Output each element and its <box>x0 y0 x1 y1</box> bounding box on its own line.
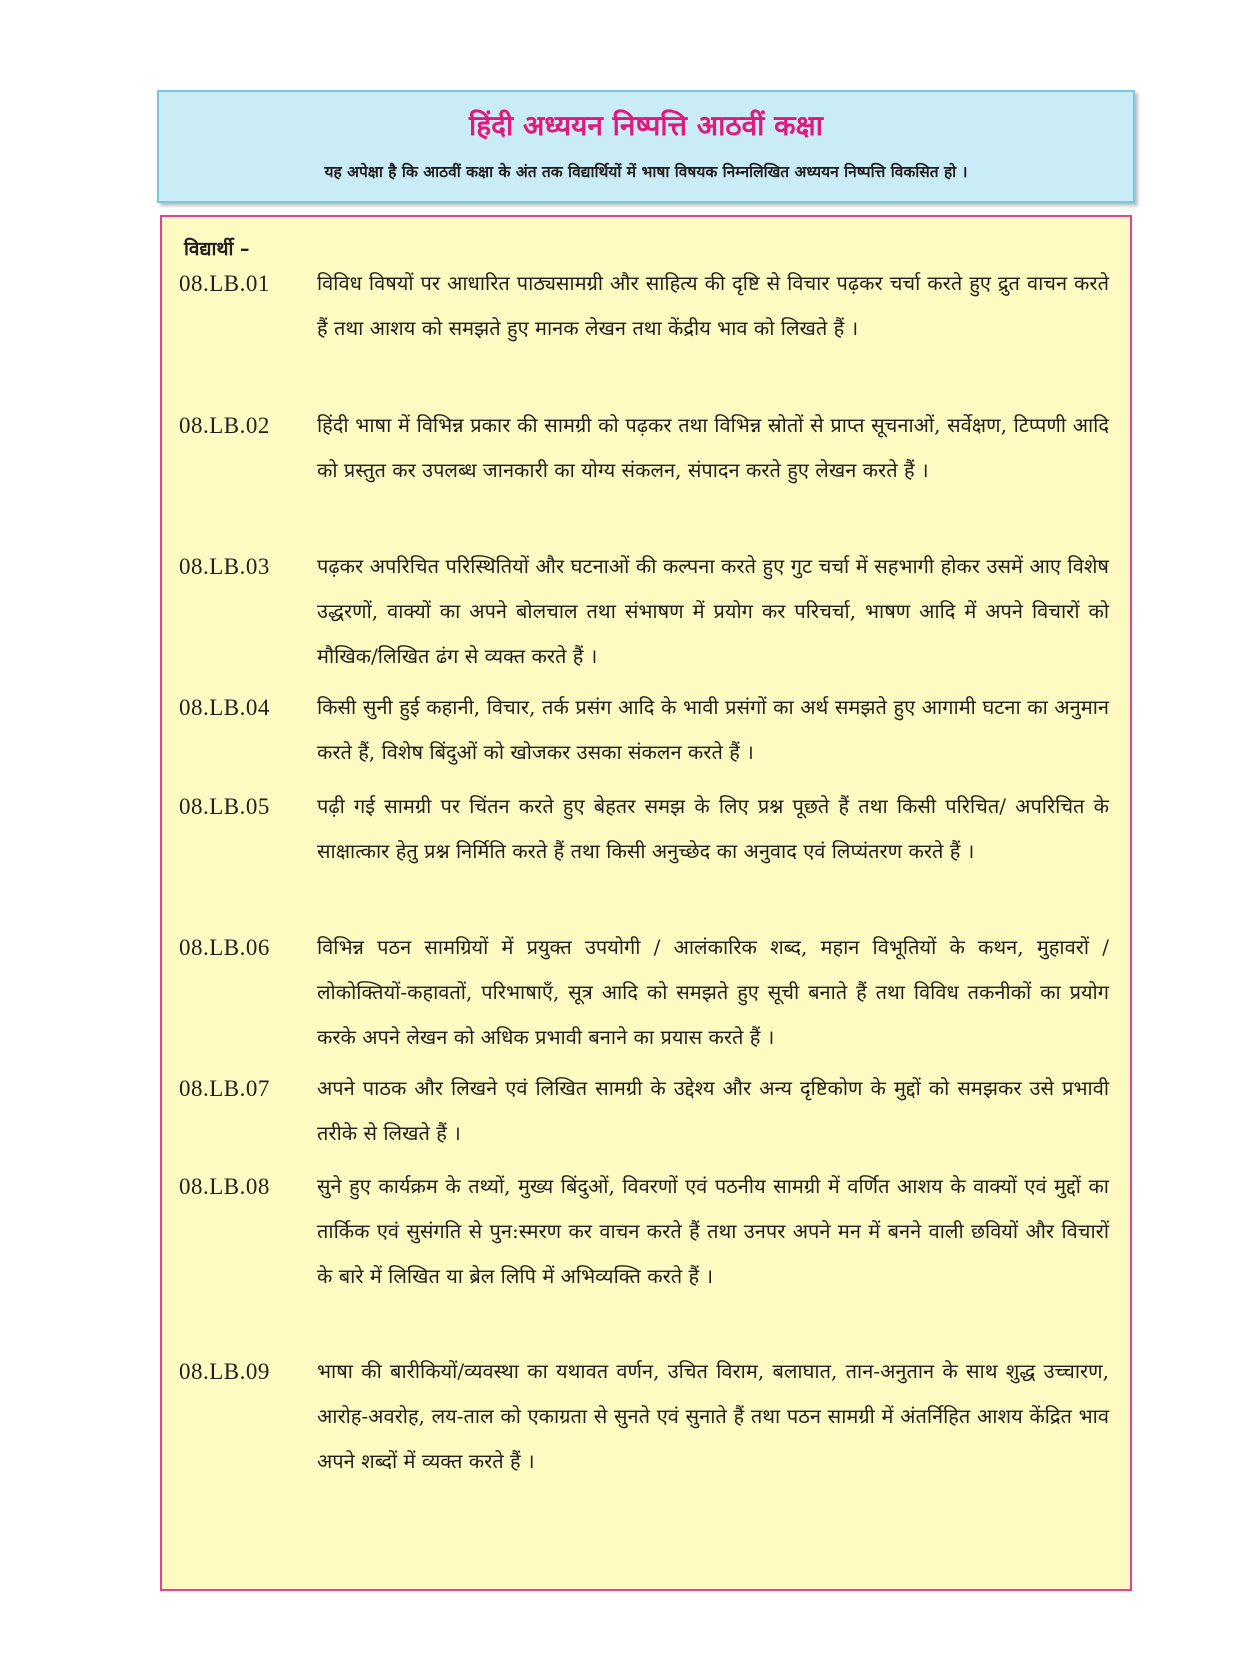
student-label: विद्यार्थी – <box>184 238 250 260</box>
outcome-code: 08.LB.04 <box>179 695 270 720</box>
page-subtitle: यह अपेक्षा है कि आठवीं कक्षा के अंत तक विद्यार्थियों में भाषा विषयक निम्नलिखित अध्ययन निष्पत्ति विकसित हो । <box>324 163 968 181</box>
outcome-text: हिंदी भाषा में विभिन्न प्रकार की सामग्री को पढ़कर तथा विभिन्न स्रोतों से प्राप्त सूचनाओं, सर्वेक्षण, टिप्पणी आदि को प्रस्तुत कर उपलब्ध जानकारी का योग्य संकलन, संपादन करते हुए लेखन करते हैं । <box>317 413 1109 482</box>
header-box <box>157 90 1135 203</box>
outcome-code: 08.LB.08 <box>179 1174 270 1199</box>
outcome-code: 08.LB.03 <box>179 554 270 579</box>
outcome-code: 08.LB.05 <box>179 794 270 819</box>
outcome-text: पढ़ी गई सामग्री पर चिंतन करते हुए बेहतर समझ के लिए प्रश्न पूछते हैं तथा किसी परिचित/ अपरिचित के साक्षात्कार हेतु प्रश्न निर्मिति करते हैं तथा किसी अनुच्छेद का अनुवाद एवं लिप्यंतरण करते हैं । <box>317 794 1109 863</box>
outcome-text: सुने हुए कार्यक्रम के तथ्यों, मुख्य बिंदुओं, विवरणों एवं पठनीय सामग्री में वर्णित आशय के वाक्यों एवं मुद्दों का तार्किक एवं सुसंगति से पुन:स्मरण कर वाचन करते हैं तथा उनपर अपने मन में बनने वाली छवियों और विचारों के बारे में लिखित या ब्रेल लिपि में अभिव्यक्ति करते हैं । <box>317 1174 1109 1288</box>
outcome-text: किसी सुनी हुई कहानी, विचार, तर्क प्रसंग आदि के भावी प्रसंगों का अर्थ समझते हुए आगामी घटना का अनुमान करते हैं, विशेष बिंदुओं को खोजकर उसका संकलन करते हैं । <box>317 695 1109 764</box>
outcome-text: भाषा की बारीकियों/व्यवस्था का यथावत वर्णन, उचित विराम, बलाघात, तान-अनुतान के साथ शुद्ध उच्चारण, आरोह-अवरोह, लय-ताल को एकाग्रता से सुनते एवं सुनाते हैं तथा पठन सामग्री में अंतर्निहित आशय केंद्रित भाव अपने शब्दों में व्यक्त करते हैं । <box>317 1359 1109 1473</box>
outcome-text: अपने पाठक और लिखने एवं लिखित सामग्री के उद्देश्य और अन्य दृष्टिकोण के मुद्दों को समझकर उसे प्रभावी तरीके से लिखते हैं । <box>317 1076 1109 1145</box>
outcome-code: 08.LB.09 <box>179 1359 270 1384</box>
page-title: हिंदी अध्ययन निष्पत्ति आठवीं कक्षा <box>468 109 824 142</box>
outcome-text: विविध विषयों पर आधारित पाठ्यसामग्री और साहित्य की दृष्टि से विचार पढ़कर चर्चा करते हुए द्रुत वाचन करते हैं तथा आशय को समझते हुए मानक लेखन तथा केंद्रीय भाव को लिखते हैं । <box>317 271 1109 340</box>
outcome-text: पढ़कर अपरिचित परिस्थितियों और घटनाओं की कल्पना करते हुए गुट चर्चा में सहभागी होकर उसमें आए विशेष उद्धरणों, वाक्यों का अपने बोलचाल तथा संभाषण में प्रयोग कर परिचर्चा, भाषण आदि में अपने विचारों को मौखिक/लिखित ढंग से व्यक्त करते हैं । <box>317 554 1109 668</box>
outcome-code: 08.LB.07 <box>179 1076 270 1101</box>
outcome-code: 08.LB.01 <box>179 271 270 296</box>
outcome-code: 08.LB.06 <box>179 935 270 960</box>
outcome-code: 08.LB.02 <box>179 413 270 438</box>
outcome-text: विभिन्न पठन सामग्रियों में प्रयुक्त उपयोगी / आलंकारिक शब्द, महान विभूतियों के कथन, मुहावरों / लोकोक्तियों-कहावतों, परिभाषाएँ, सूत्र आदि को समझते हुए सूची बनाते हैं तथा विविध तकनीकों का प्रयोग करके अपने लेखन को अधिक प्रभावी बनाने का प्रयास करते हैं । <box>317 935 1109 1049</box>
outcomes-box <box>160 215 1132 1591</box>
